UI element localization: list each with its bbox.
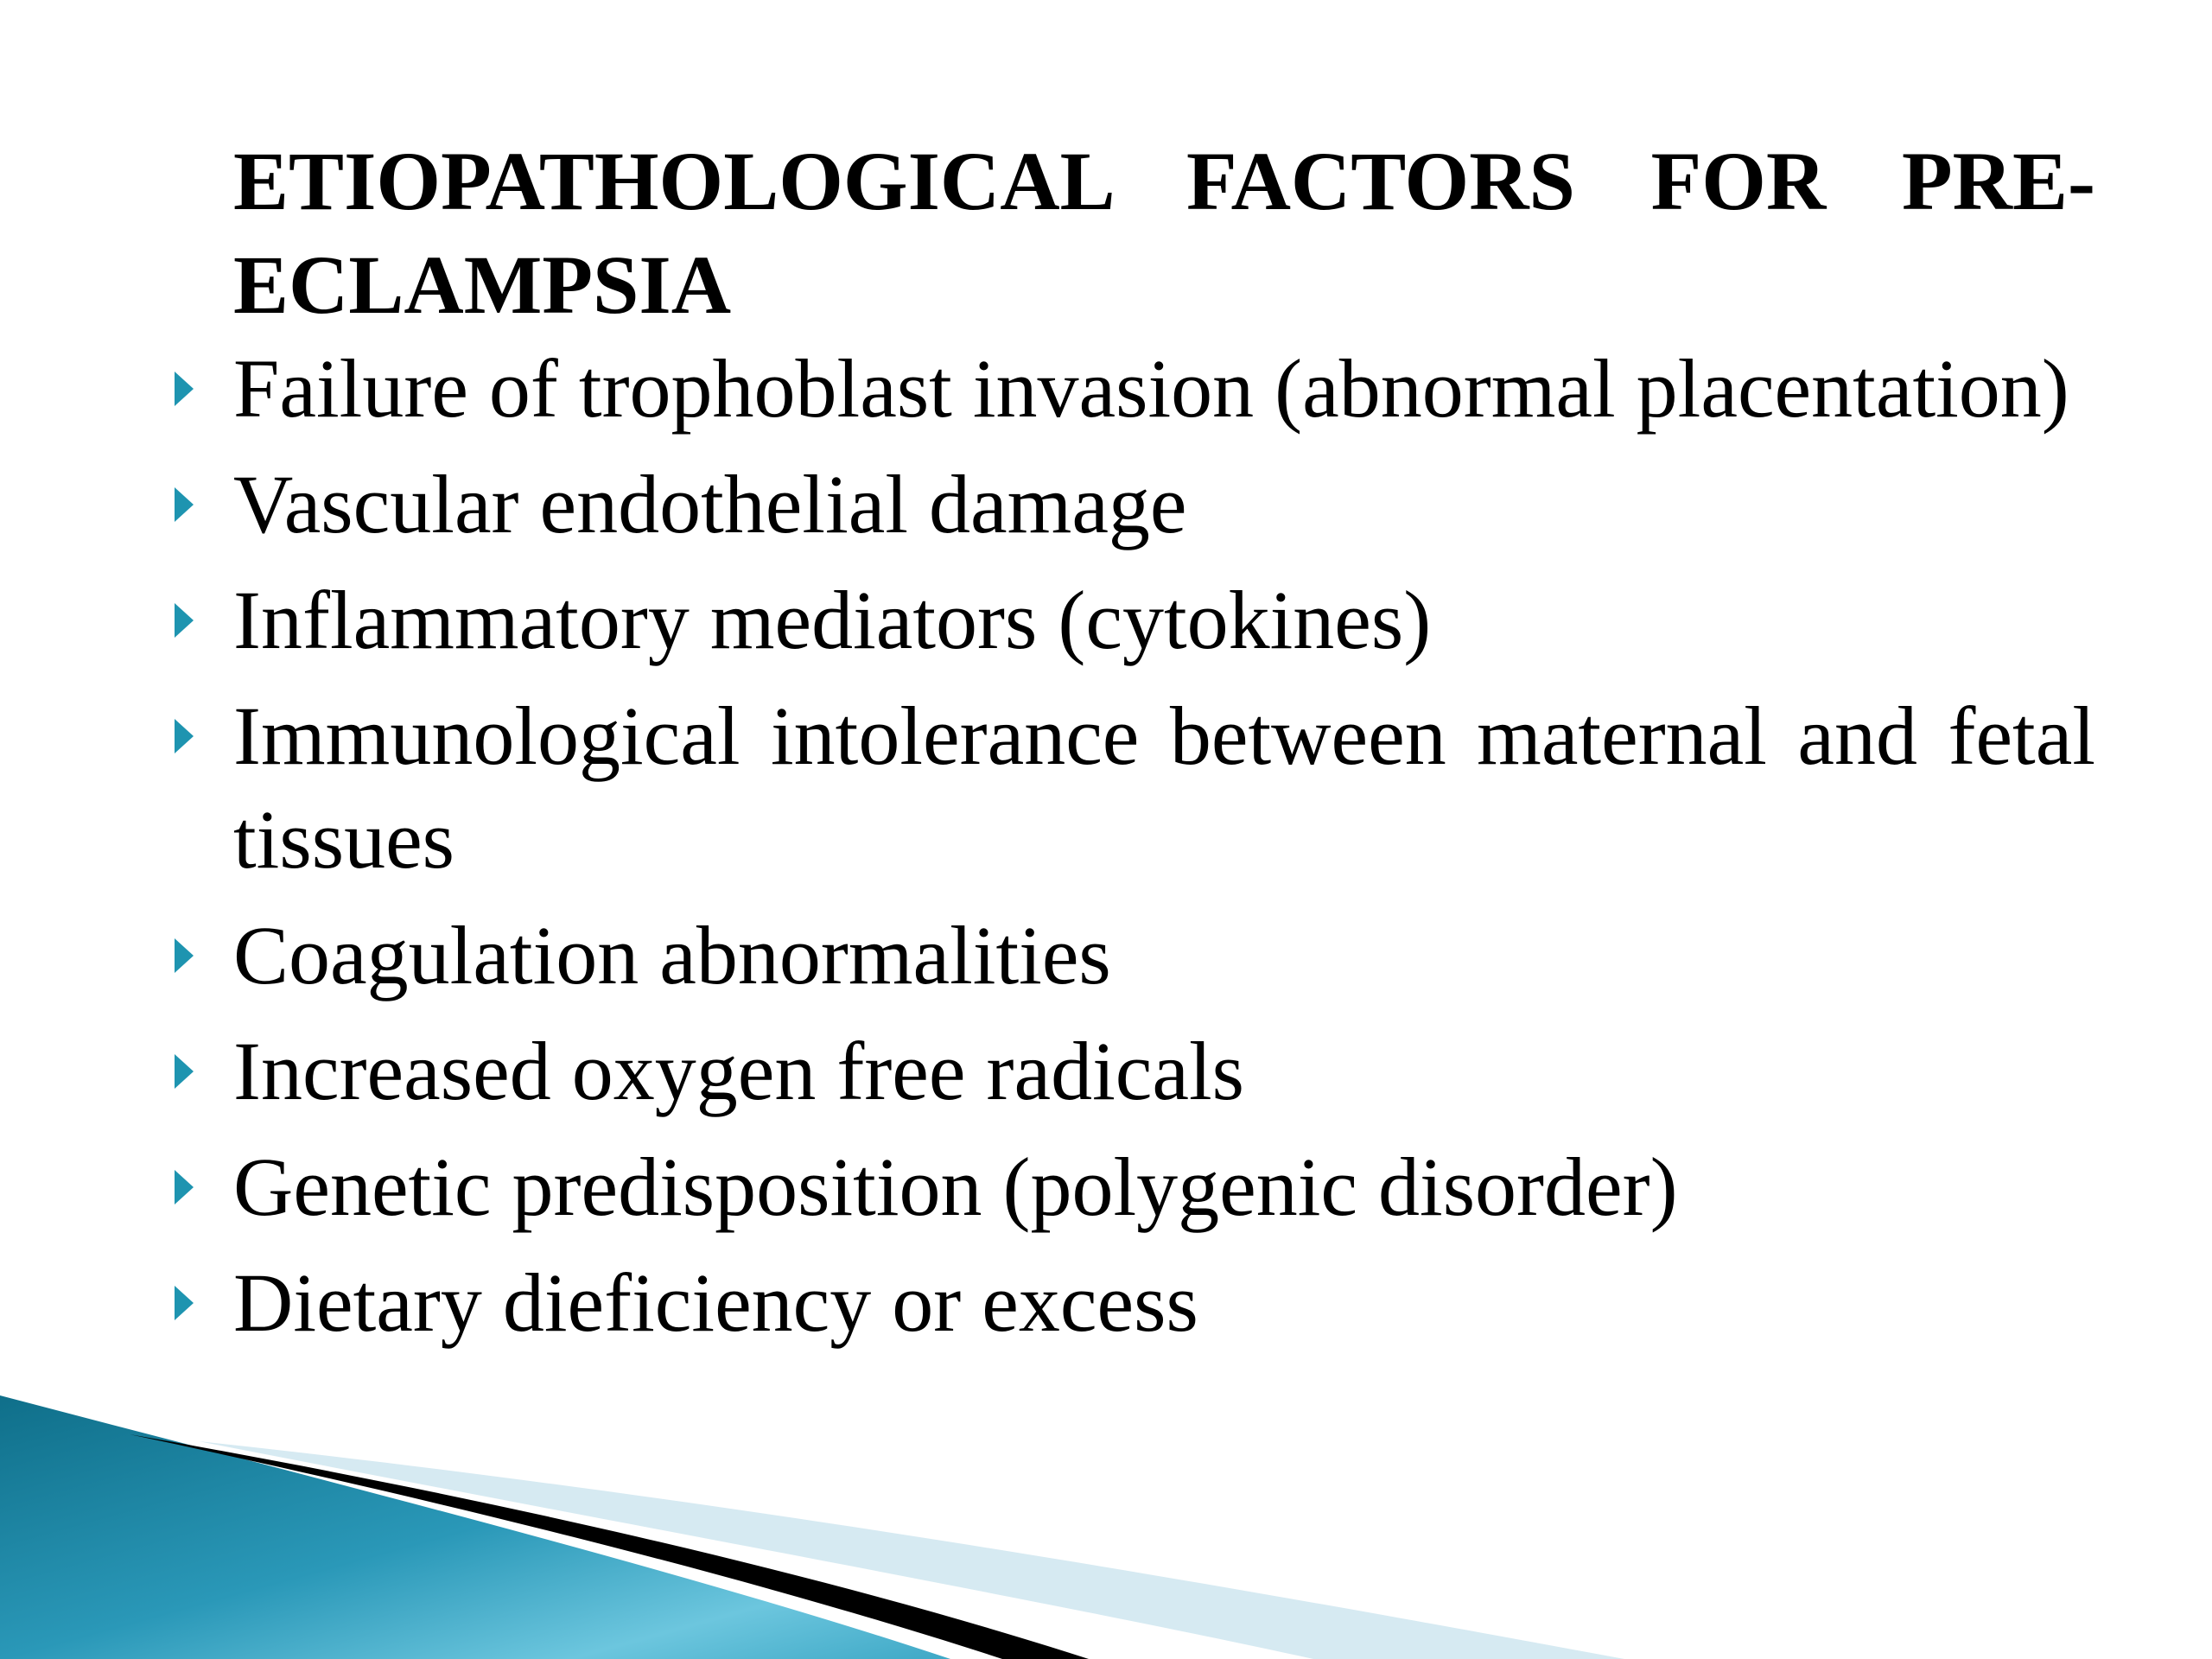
triangle-right-icon xyxy=(175,487,194,522)
triangle-right-icon xyxy=(175,1286,194,1320)
triangle-right-icon xyxy=(175,719,194,753)
bullet-item xyxy=(233,684,2095,892)
bullet-text: Genetic predisposition (polygenic disorder) xyxy=(233,1141,1678,1233)
bullet-text: Failure of trophoblast invasion (abnormal placentation) xyxy=(233,342,2069,435)
bullet-item xyxy=(233,1251,2095,1355)
bullet-text: Inflammatory mediators (cytokines) xyxy=(233,574,1432,666)
bullet-text: Vascular endothelial damage xyxy=(233,458,1187,550)
bullet-text: Immunological intolerance between maternal and fetal tissues xyxy=(233,690,2095,886)
bullet-item xyxy=(233,904,2095,1007)
bullet-item xyxy=(233,453,2095,556)
bullet-item xyxy=(233,1135,2095,1239)
triangle-right-icon xyxy=(175,1054,194,1089)
bullet-text: Increased oxygen free radicals xyxy=(233,1025,1244,1117)
bullet-list xyxy=(233,337,2095,1355)
bullet-text: Dietary dieficiency or excess xyxy=(233,1256,1198,1349)
bullet-item xyxy=(233,337,2095,441)
bullet-item xyxy=(233,569,2095,672)
slide-title: ETIOPATHOLOGICAL FACTORS FOR PRE-ECLAMPSIA xyxy=(233,135,2095,331)
bullet-item xyxy=(233,1020,2095,1123)
bullet-text: Coagulation abnormalities xyxy=(233,909,1111,1001)
slide-content xyxy=(233,130,2095,1355)
triangle-right-icon xyxy=(175,603,194,638)
triangle-right-icon xyxy=(175,938,194,973)
triangle-right-icon xyxy=(175,372,194,406)
triangle-right-icon xyxy=(175,1170,194,1205)
